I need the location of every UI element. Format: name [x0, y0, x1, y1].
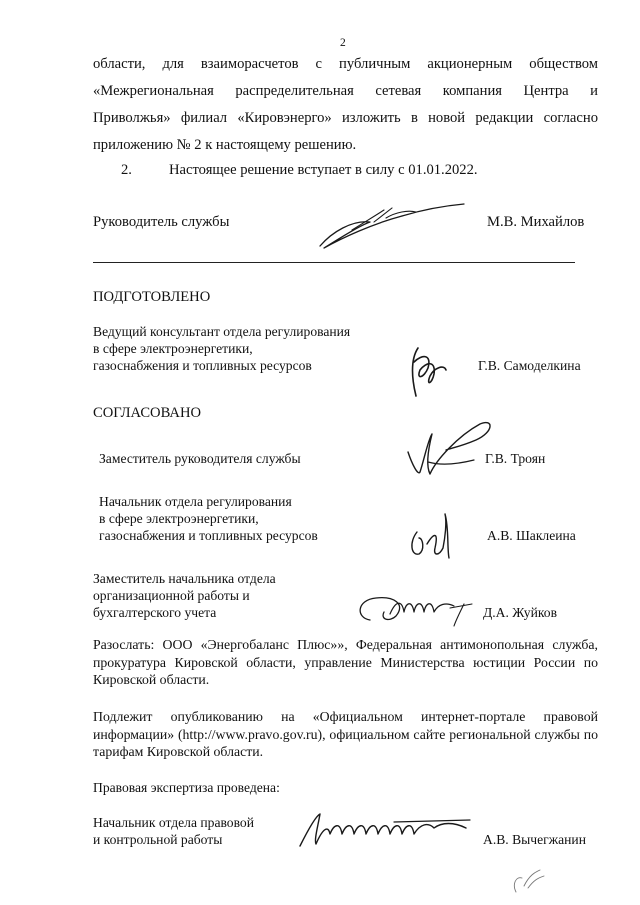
prepared-position-3: газоснабжения и топливных ресурсов — [93, 358, 312, 373]
separator-line — [93, 262, 575, 263]
legal-signature — [294, 810, 474, 850]
signer-3-signature — [350, 590, 480, 630]
signer-3-position-3: бухгалтерского учета — [93, 605, 217, 620]
signer-2-position-2: в сфере электроэнергетики, — [99, 511, 259, 526]
prepared-position-1: Ведущий консультант отдела регулирования — [93, 324, 351, 339]
page-number: 2 — [340, 37, 346, 49]
intro-line-1: области, для взаиморасчетов с публичным акционерным обществом — [93, 56, 598, 72]
signer-1-name: Г.В. Троян — [485, 451, 546, 466]
legal-position-1: Начальник отдела правовой — [93, 815, 255, 830]
prepared-name: Г.В. Самоделкина — [478, 358, 581, 373]
signer-2-position-1: Начальник отдела регулирования — [99, 494, 292, 509]
signer-3-name: Д.А. Жуйков — [483, 605, 558, 620]
signer-2-position-3: газоснабжения и топливных ресурсов — [99, 528, 318, 543]
head-title: Руководитель службы — [93, 214, 230, 230]
item-2-text: Настоящее решение вступает в силу с 01.01.2022. — [169, 162, 478, 178]
signer-1-signature — [398, 410, 498, 480]
signer-2-name: А.В. Шаклеина — [487, 528, 576, 543]
signer-3-position-1: Заместитель начальника отдела — [93, 571, 276, 586]
signer-3-position-2: организационной работы и — [93, 588, 250, 603]
legal-position-2: и контрольной работы — [93, 832, 223, 847]
publication-paragraph: Подлежит опубликованию на «Официальном интернет-портале правовой информации» (http://www.pravo.gov.ru), официальном сайте региональной службы по тарифам Кировской области. — [93, 709, 598, 759]
distribution-paragraph: Разослать: ООО «Энергобаланс Плюс»», Федеральная антимонопольная служба, прокуратура Кировской области, управление Министерства юстиции России по Кировской области. — [93, 637, 598, 687]
signer-2-signature — [405, 508, 465, 563]
intro-line-4: приложению № 2 к настоящему решению. — [93, 137, 357, 153]
legal-note: Правовая экспертиза проведена: — [93, 780, 280, 795]
head-name: М.В. Михайлов — [487, 214, 585, 230]
agreed-heading: СОГЛАСОВАНО — [93, 405, 202, 421]
legal-name: А.В. Вычегжанин — [483, 832, 586, 847]
prepared-position-2: в сфере электроэнергетики, — [93, 341, 253, 356]
corner-mark — [508, 866, 548, 896]
signer-1-position: Заместитель руководителя службы — [99, 451, 301, 466]
prepared-signature — [404, 340, 454, 400]
item-2-number: 2. — [121, 162, 132, 178]
head-signature — [312, 202, 472, 252]
intro-line-3: Приволжья» филиал «Кировэнерго» изложить в новой редакции согласно — [93, 110, 598, 126]
prepared-heading: ПОДГОТОВЛЕНО — [93, 289, 211, 305]
intro-line-2: «Межрегиональная распределительная сетевая компания Центра и — [93, 83, 598, 99]
